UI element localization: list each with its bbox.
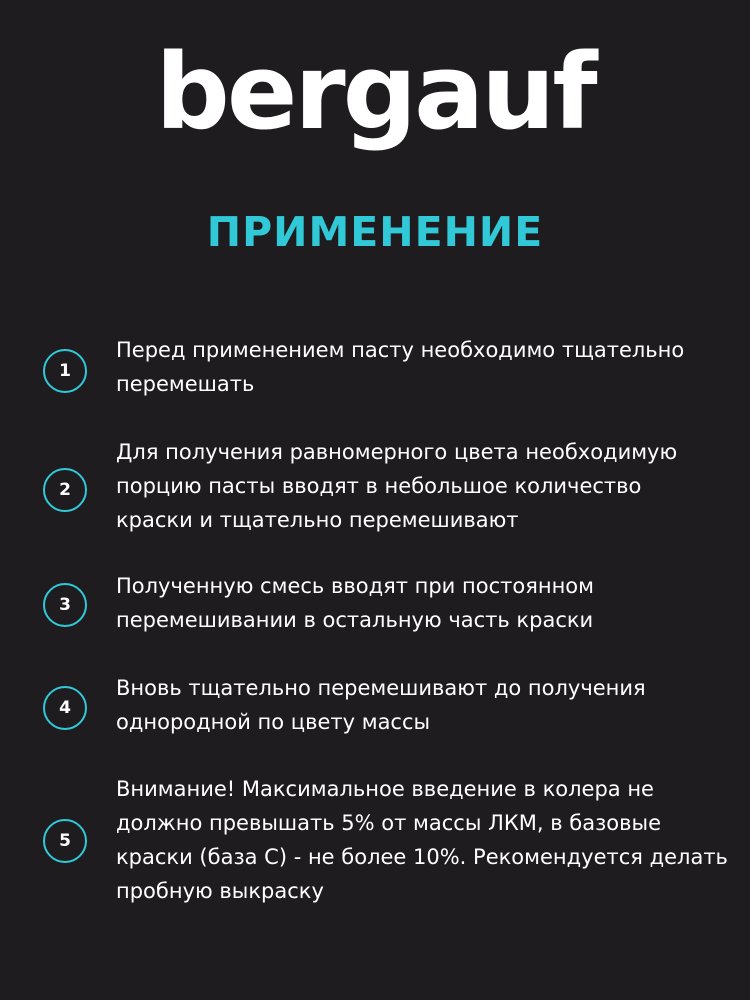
step-number-badge: 5 bbox=[43, 819, 87, 863]
step-text-line: краски и тщательно перемешивают bbox=[116, 508, 519, 532]
step-text bbox=[116, 772, 736, 908]
step-text bbox=[116, 569, 736, 637]
step-text-line: Для получения равномерного цвета необходимую bbox=[116, 440, 678, 464]
step-text bbox=[116, 333, 736, 401]
step-text-line: Вновь тщательно перемешивают до получения bbox=[116, 676, 646, 700]
brand-logo: bergauf bbox=[155, 31, 595, 153]
step-text-line: перемешивании в остальную часть краски bbox=[116, 608, 594, 632]
step-text-line: краски (база С) - не более 10%. Рекомендуется делать bbox=[116, 845, 728, 869]
step-text-line: Полученную смесь вводят при постоянном bbox=[116, 574, 594, 598]
step-number-badge: 4 bbox=[43, 686, 87, 730]
step-text-line: перемешать bbox=[116, 372, 255, 396]
page-title: ПРИМЕНЕНИЕ bbox=[206, 208, 544, 256]
step-text-line: Перед применением пасту необходимо тщательно bbox=[116, 338, 685, 362]
step-text bbox=[116, 671, 736, 739]
step-text-line: пробную выкраску bbox=[116, 879, 324, 903]
step-text bbox=[116, 435, 736, 537]
step-text-line: должно превышать 5% от массы ЛКМ, в базовые bbox=[116, 811, 662, 835]
step-number-badge: 2 bbox=[43, 468, 87, 512]
step-text-line: Внимание! Максимальное введение в колера не bbox=[116, 777, 654, 801]
step-text-line: порцию пасты вводят в небольшое количество bbox=[116, 474, 642, 498]
step-number-badge: 1 bbox=[43, 349, 87, 393]
step-number-badge: 3 bbox=[43, 583, 87, 627]
step-text-line: однородной по цвету массы bbox=[116, 710, 431, 734]
